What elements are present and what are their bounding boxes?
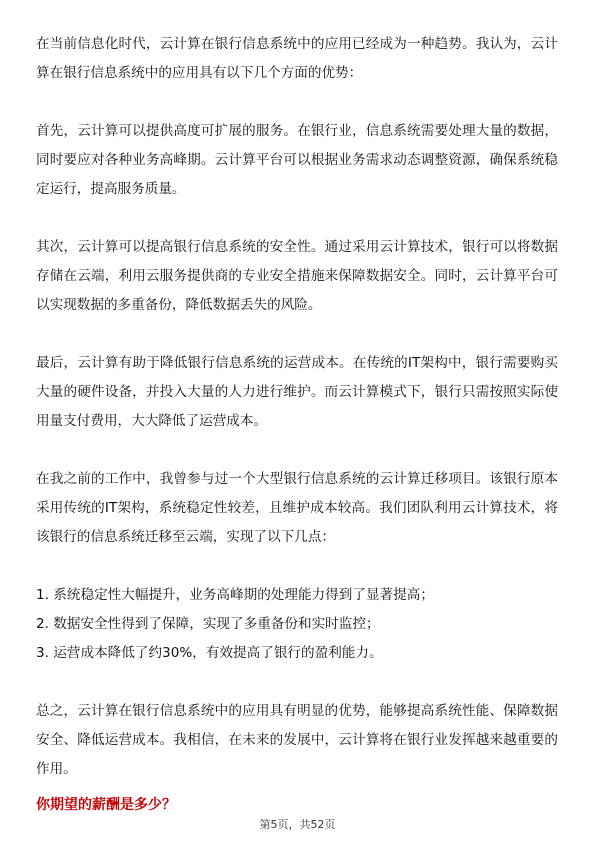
intro-paragraph: 在当前信息化时代，云计算在银行信息系统中的应用已经成为一种趋势。我认为，云计算在银行信息系统中的应用具有以下几个方面的优势： <box>36 36 558 81</box>
advantage-scalability-paragraph: 首先，云计算可以提供高度可扩展的服务。在银行业，信息系统需要处理大量的数据，同时要应对各种业务高峰期。云计算平台可以根据业务需求动态调整资源，确保系统稳定运行，提高服务质量。 <box>36 123 558 197</box>
list-item: 2. 数据安全性得到了保障，实现了多重备份和实时监控； <box>36 616 380 632</box>
advantage-cost-paragraph: 最后，云计算有助于降低银行信息系统的运营成本。在传统的IT架构中，银行需要购买大量的硬件设备，并投入大量的人力进行维护。而云计算模式下，银行只需按照实际使用量支付费用，大大降低了运营成本。 <box>36 355 558 429</box>
list-item: 1. 系统稳定性大幅提升，业务高峰期的处理能力得到了显著提高； <box>36 587 434 603</box>
next-question-heading: 你期望的薪酬是多少？ <box>36 797 176 813</box>
list-item: 3. 运营成本降低了约30%，有效提高了银行的盈利能力。 <box>36 645 383 661</box>
document-body <box>36 30 558 813</box>
advantage-security-paragraph: 其次，云计算可以提高银行信息系统的安全性。通过采用云计算技术，银行可以将数据存储在云端，利用云服务提供商的专业安全措施来保障数据安全。同时，云计算平台可以实现数据的多重备份，降低数据丢失的风险。 <box>36 239 558 313</box>
page-number-footer: 第5页，共52页 <box>259 818 336 831</box>
conclusion-paragraph: 总之，云计算在银行信息系统中的应用具有明显的优势，能够提高系统性能、保障数据安全、降低运营成本。我相信，在未来的发展中，云计算将在银行业发挥越来越重要的作用。 <box>36 703 558 777</box>
results-list <box>36 581 558 668</box>
experience-paragraph: 在我之前的工作中，我曾参与过一个大型银行信息系统的云计算迁移项目。该银行原本采用传统的IT架构，系统稳定性较差，且维护成本较高。我们团队利用云计算技术，将该银行的信息系统迁移至云端，实现了以下几点： <box>36 471 558 545</box>
